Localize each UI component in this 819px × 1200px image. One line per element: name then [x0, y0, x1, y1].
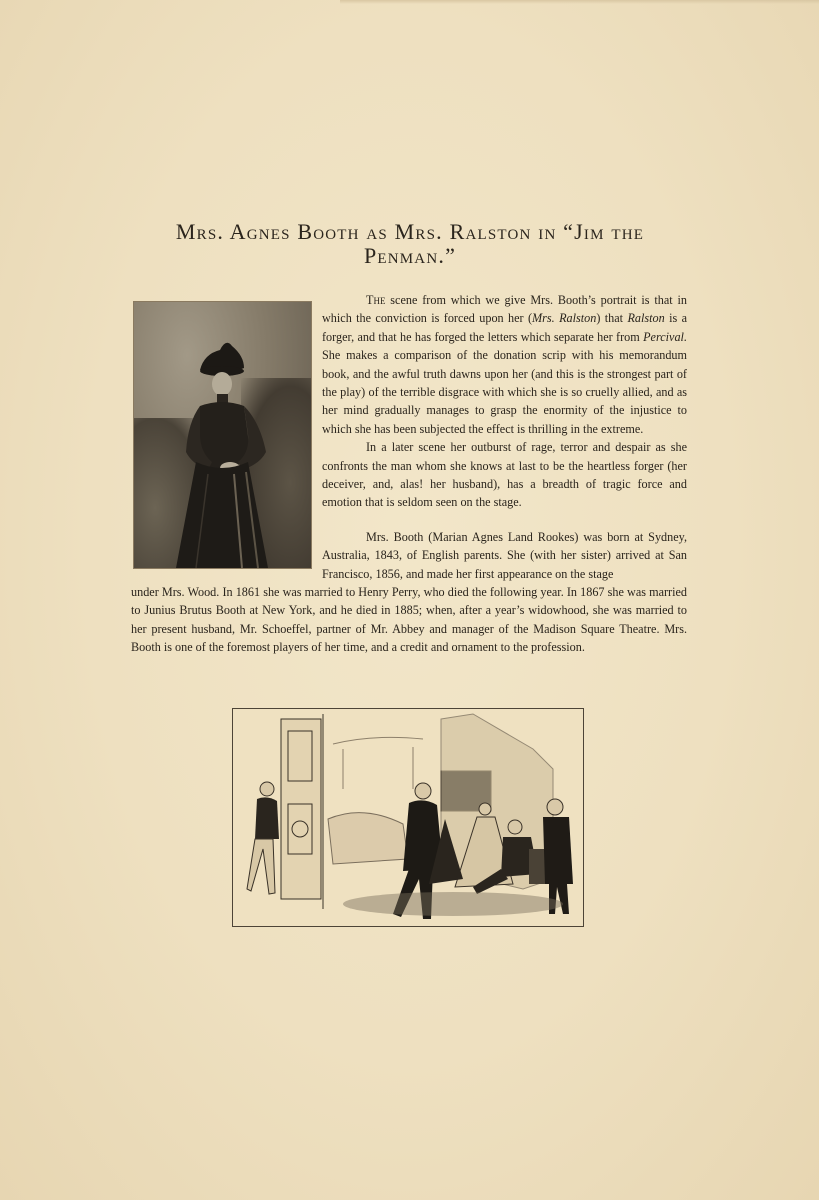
paragraph-2: In a later scene her outburst of rage, terror and despair as she confronts the man whom she knows at last to be the heartless forger (her deceiver, and, alas! her husband), has a breadth of tragic force and emotion that is seldom seen on the stage.: [322, 440, 687, 510]
article-body-lower: [131, 583, 687, 657]
page-edge: [340, 0, 819, 4]
page-title: [120, 220, 700, 268]
article-body-wrapped: [322, 528, 687, 583]
title-line-2: Penman.”: [363, 243, 457, 268]
engraving-scene-icon: [233, 709, 583, 926]
paragraph-3-start: Mrs. Booth (Marian Agnes Land Rookes) was born at Sydney, Australia, 1843, of English parents. She (with her sister) arrived at San Francisco, 1856, and made her first appearance on the stage: [322, 530, 687, 581]
lead-small-caps: The: [366, 293, 386, 307]
portrait-photo: [133, 301, 312, 569]
paragraph-1-text-c: is a forger, and that he has forged the letters which separate her from: [322, 311, 687, 344]
article-body-upper: [322, 291, 687, 512]
title-line-1: Mrs. Agnes Booth as Mrs. Ralston in “Jim the: [175, 219, 645, 244]
paragraph-1: [322, 291, 687, 438]
italic-ralston: Ralston: [627, 311, 665, 326]
paragraph-3-continued: under Mrs. Wood. In 1861 she was married to Henry Perry, who died the following year. In 1867 she was married to Junius Brutus Booth at New York, and he died in 1885; when, after a year’s widowhood, she was married to her present husband, Mr. Schoeffel, partner of Mr. Abbey and manager of the Madison Square Theatre. Mrs. Booth is one of the foremost players of her time, and a credit and ornament to the profession.: [131, 585, 687, 655]
italic-mrs-ralston: Mrs. Ralston: [532, 311, 597, 326]
woman-figure-icon: [134, 302, 311, 568]
paragraph-1-text-a: scene from which we give Mrs. Booth’s portrait is that in which the conviction is forced upon her (: [322, 293, 687, 326]
italic-percival: Percival.: [643, 329, 687, 344]
stage-scene-illustration: [232, 708, 584, 927]
paragraph-1-text-b: ) that: [596, 311, 628, 326]
paragraph-1-text-d: She makes a comparison of the donation scrip with his memorandum book, and the awful truth dawns upon her (and this is the strongest part of the play) of the terrible disgrace with which she is so cruelly allied, and as her mind gradually manages to grasp the enormity of the injustice to which she has been subjected the effect is thrilling in the extreme.: [322, 348, 687, 436]
